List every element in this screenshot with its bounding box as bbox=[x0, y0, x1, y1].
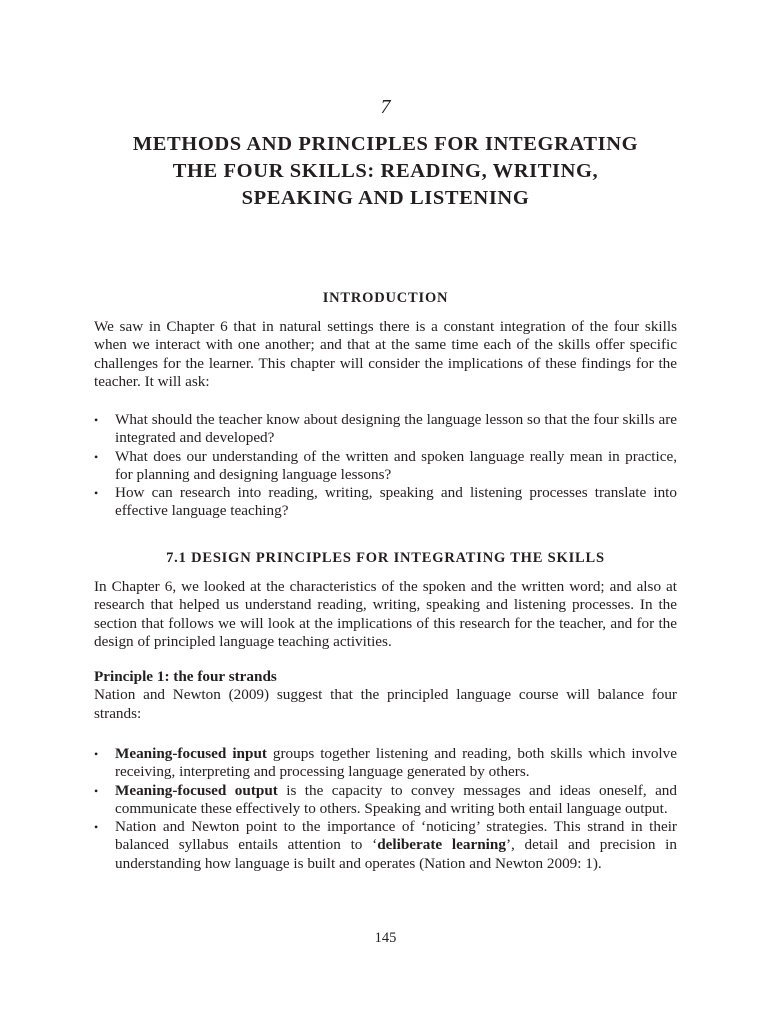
list-item bbox=[94, 745, 677, 782]
section-7-1-heading: 7.1 DESIGN PRINCIPLES FOR INTEGRATING THE SKILLS bbox=[166, 550, 605, 566]
list-item bbox=[94, 818, 677, 873]
introduction-question-list bbox=[94, 411, 677, 521]
bullet-icon: • bbox=[94, 783, 99, 798]
strand-description: is the capacity to convey messages and ideas oneself, and communicate these effectively to others. Speaking and writing both entail language output. bbox=[115, 781, 677, 817]
strand-term: Meaning-focused output bbox=[115, 781, 278, 799]
principle-1-heading: Principle 1: the four strands bbox=[94, 668, 277, 685]
list-item-text: What should the teacher know about designing the language lesson so that the four skills are integrated and developed? bbox=[115, 411, 677, 447]
bullet-icon: • bbox=[94, 449, 99, 464]
introduction-heading: INTRODUCTION bbox=[322, 290, 449, 306]
principle-1-text: Nation and Newton (2009) suggest that the principled language course will balance four strands: bbox=[94, 686, 677, 722]
chapter-number: 7 bbox=[380, 96, 391, 118]
introduction-paragraph: We saw in Chapter 6 that in natural settings there is a constant integration of the four skills when we interact with one another; and that at the same time each of the skills offer specific challenges for the learner. This chapter will consider the implications of these findings for the teacher. It will ask: bbox=[94, 318, 677, 390]
chapter-title-line-3: SPEAKING AND LISTENING bbox=[241, 187, 530, 209]
strand-term: deliberate learning bbox=[377, 836, 506, 854]
bullet-icon: • bbox=[94, 486, 99, 501]
section-7-1-paragraph: In Chapter 6, we looked at the characteristics of the spoken and the written word; and also at research that helped us understand reading, writing, speaking and listening processes. In the section that follows we will look at the implications of this research for the teacher, and for the design of principled language teaching activities. bbox=[94, 578, 677, 650]
list-item-text: How can research into reading, writing, speaking and listening processes translate into effective language teaching? bbox=[115, 484, 677, 520]
four-strands-list bbox=[94, 745, 677, 873]
list-item bbox=[94, 448, 677, 485]
list-item bbox=[94, 782, 677, 819]
bullet-icon: • bbox=[94, 413, 99, 427]
strand-term: Meaning-focused input bbox=[115, 745, 267, 762]
strand-description-lead: Nation and Newton point to the importance of ‘noticing’ strategies. This strand in their balanced syllabus entails attention to ‘ bbox=[115, 818, 677, 854]
list-item bbox=[94, 411, 677, 448]
page-number: 145 bbox=[374, 930, 397, 946]
chapter-title-line-2: THE FOUR SKILLS: READING, WRITING, bbox=[172, 160, 599, 182]
strand-description: ’, detail and precision in understanding how language is built and operates (Nation and Newton 2009: 1). bbox=[115, 836, 677, 872]
strand-description: groups together listening and reading, both skills which involve receiving, interpreting and processing language generated by others. bbox=[115, 745, 677, 781]
bullet-icon: • bbox=[94, 747, 99, 761]
bullet-icon: • bbox=[94, 820, 99, 835]
list-item bbox=[94, 484, 677, 521]
list-item-text: What does our understanding of the written and spoken language really mean in practice, for planning and designing language lessons? bbox=[115, 447, 677, 483]
principle-1-block bbox=[94, 668, 677, 723]
chapter-title bbox=[94, 131, 677, 212]
chapter-title-line-1: METHODS AND PRINCIPLES FOR INTEGRATING bbox=[132, 133, 639, 155]
